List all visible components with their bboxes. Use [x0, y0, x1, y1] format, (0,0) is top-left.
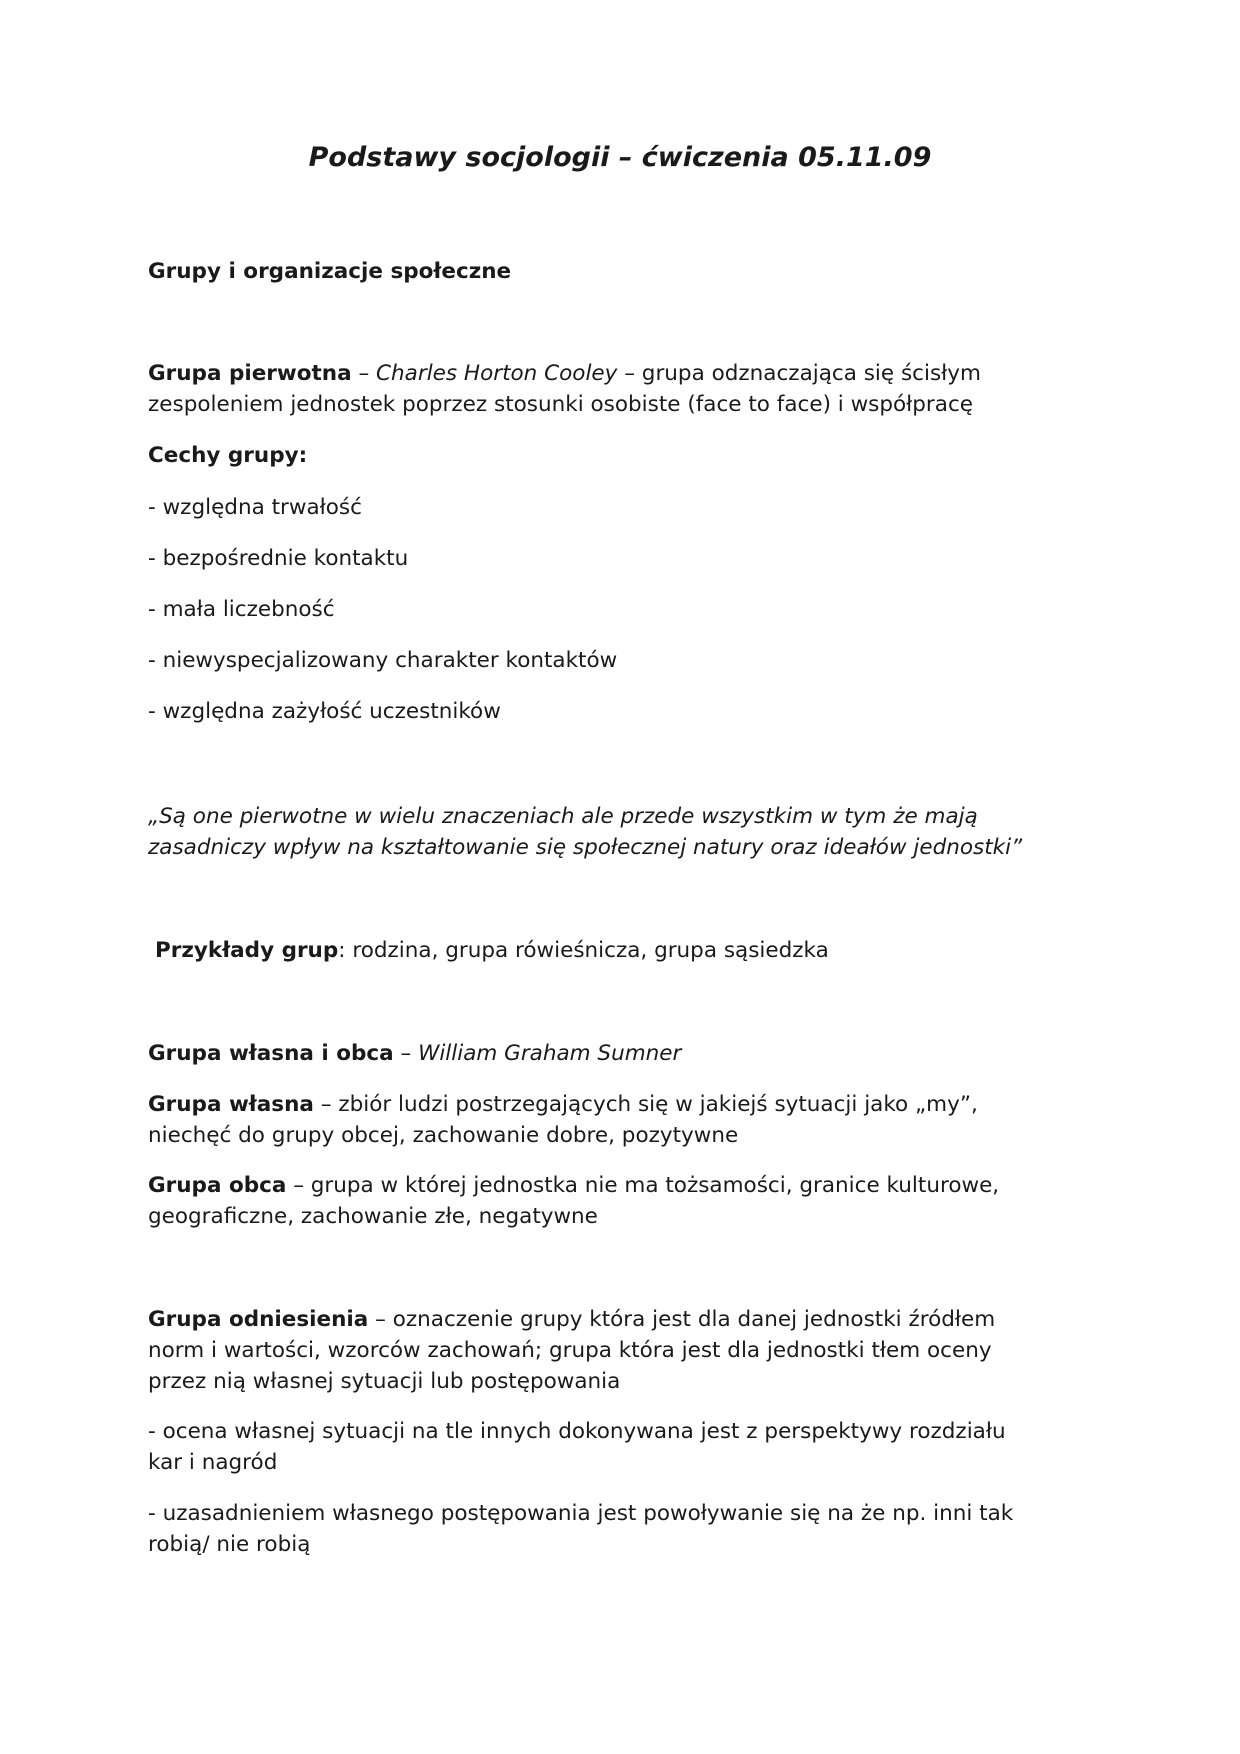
- term-primary-group: Grupa pierwotna: [148, 361, 352, 386]
- examples-label: Przykłady grup: [155, 938, 339, 963]
- reference-point: [148, 1416, 1108, 1478]
- reference-point-line: - uzasadnieniem własnego postępowania jest powoływanie się na że np. inni tak: [148, 1501, 1014, 1526]
- feature-item: - niewyspecjalizowany charakter kontaktów: [148, 648, 618, 673]
- term-in-group: Grupa własna: [148, 1092, 314, 1117]
- group-examples: [155, 935, 1115, 966]
- definition-text: – grupa odznaczająca się ścisłym: [617, 361, 981, 386]
- definition-text: zespoleniem jednostek poprzez stosunki osobiste (face to face) i współpracę: [148, 392, 973, 417]
- dash: –: [351, 361, 377, 386]
- section-heading: Grupy i organizacje społeczne: [148, 259, 512, 284]
- in-out-group-heading: [148, 1038, 1108, 1069]
- definition-text: – zbiór ludzi postrzegających się w jakiejś sytuacji jako „my”,: [313, 1092, 978, 1117]
- term-reference-group: Grupa odniesienia: [148, 1307, 369, 1332]
- quote-line: „Są one pierwotne w wielu znaczeniach ale przede wszystkim w tym że mają: [148, 804, 978, 829]
- reference-point: [148, 1498, 1108, 1560]
- definition-text: geograficzne, zachowanie złe, negatywne: [148, 1204, 598, 1229]
- features-heading: Cechy grupy:: [148, 443, 308, 468]
- in-group-definition: [148, 1089, 1108, 1151]
- term-out-group: Grupa obca: [148, 1173, 287, 1198]
- out-group-definition: [148, 1170, 1108, 1232]
- primary-group-definition: [148, 358, 1108, 420]
- document-title: Podstawy socjologii – ćwiczenia 05.11.09: [308, 142, 932, 173]
- reference-point-line: - ocena własnej sytuacji na tle innych dokonywana jest z perspektywy rozdziału: [148, 1419, 1006, 1444]
- definition-text: przez nią własnej sytuacji lub postępowania: [148, 1369, 621, 1394]
- feature-item: - mała liczebność: [148, 597, 335, 622]
- feature-item: - względna zażyłość uczestników: [148, 699, 501, 724]
- feature-item: - bezpośrednie kontaktu: [148, 546, 409, 571]
- author-sumner: William Graham Sumner: [418, 1041, 682, 1066]
- cooley-quote: [148, 801, 1108, 863]
- definition-text: – grupa w której jednostka nie ma tożsamości, granice kulturowe,: [286, 1173, 1000, 1198]
- author-cooley: Charles Horton Cooley: [376, 361, 618, 386]
- definition-text: niechęć do grupy obcej, zachowanie dobre, pozytywne: [148, 1123, 739, 1148]
- dash: –: [393, 1041, 419, 1066]
- examples-text: : rodzina, grupa rówieśnicza, grupa sąsiedzka: [338, 938, 829, 963]
- definition-text: norm i wartości, wzorców zachowań; grupa która jest dla jednostki tłem oceny: [148, 1338, 992, 1363]
- definition-text: – oznaczenie grupy która jest dla danej jednostki źródłem: [368, 1307, 996, 1332]
- reference-point-line: kar i nagród: [148, 1450, 278, 1475]
- reference-point-line: robią/ nie robią: [148, 1532, 311, 1557]
- reference-group-definition: [148, 1304, 1108, 1397]
- term-in-out-group: Grupa własna i obca: [148, 1041, 394, 1066]
- feature-item: - względna trwałość: [148, 495, 362, 520]
- quote-line: zasadniczy wpływ na kształtowanie się społecznej natury oraz ideałów jednostki”: [148, 835, 1023, 860]
